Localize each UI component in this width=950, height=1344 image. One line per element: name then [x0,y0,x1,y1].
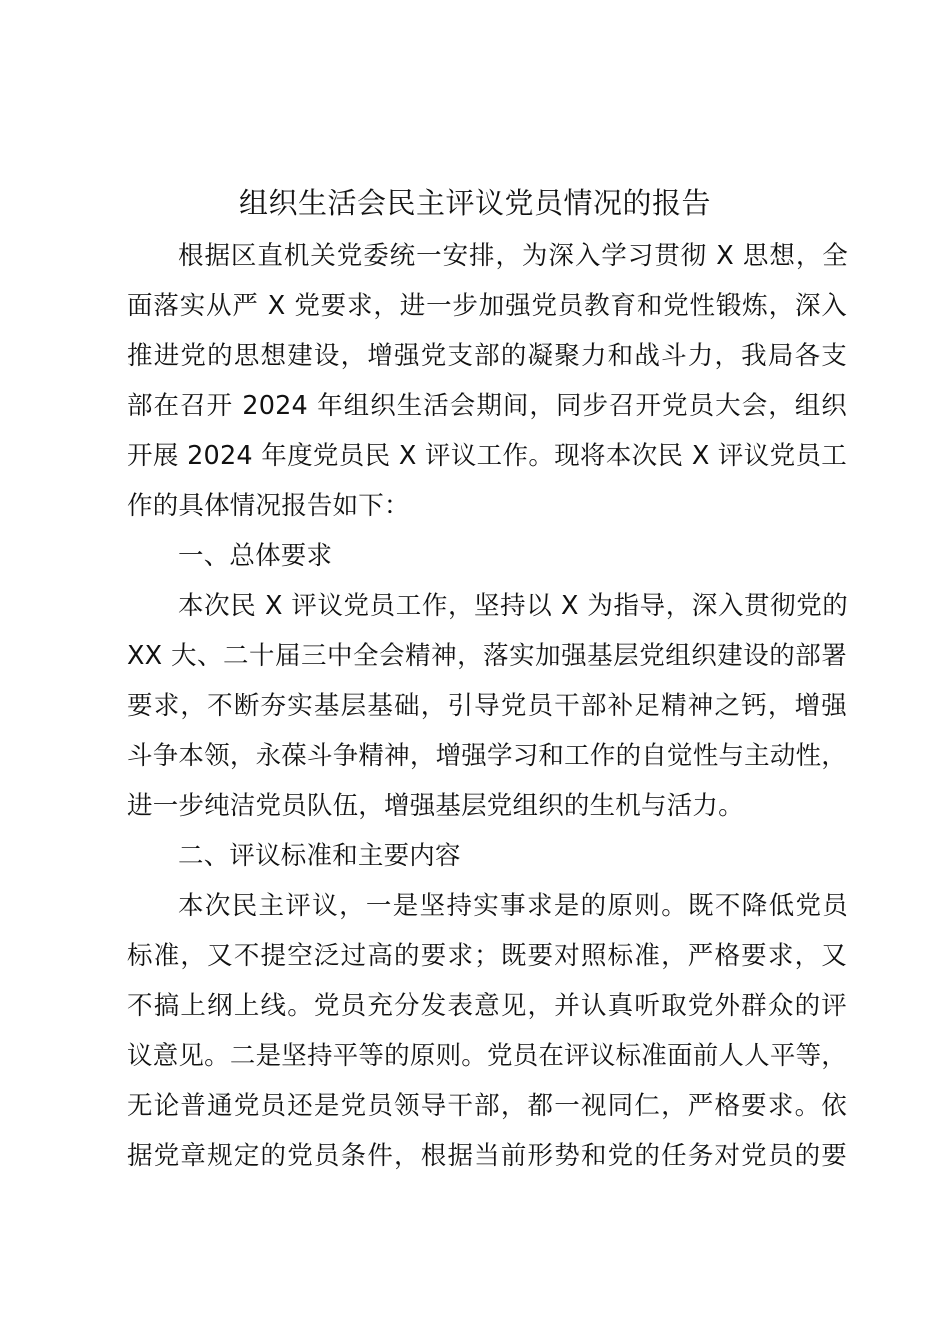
paragraph-line: 本次民 X 评议党员工作，坚持以 X 为指导，深入贯彻党的 [178,591,848,621]
document-title: 组织生活会民主评议党员情况的报告 [238,186,711,220]
paragraph-line: 不搞上纲上线。党员充分发表意见，并认真听取党外群众的评 [127,991,847,1021]
paragraph-line: 要求，不断夯实基层基础，引导党员干部补足精神之钙，增强 [127,691,847,721]
paragraph-line: 开展 2024 年度党员民 X 评议工作。现将本次民 X 评议党员工 [127,441,847,471]
paragraph-line: 据党章规定的党员条件，根据当前形势和党的任务对党员的要 [127,1141,847,1171]
paragraph-line: 面落实从严 X 党要求，进一步加强党员教育和党性锻炼，深入 [127,291,847,321]
paragraph-line: 部在召开 2024 年组织生活会期间，同步召开党员大会，组织 [127,391,847,421]
section-heading: 二、评议标准和主要内容 [178,841,461,871]
paragraph-line: 推进党的思想建设，增强党支部的凝聚力和战斗力，我局各支 [127,341,847,371]
paragraph-line: 根据区直机关党委统一安排，为深入学习贯彻 X 思想，全 [178,241,848,271]
paragraph-line: 进一步纯洁党员队伍，增强基层党组织的生机与活力。 [127,791,744,821]
section-heading: 一、总体要求 [178,541,333,571]
paragraph-line: XX 大、二十届三中全会精神，落实加强基层党组织建设的部署 [127,641,847,671]
paragraph-line: 本次民主评议，一是坚持实事求是的原则。既不降低党员 [178,891,848,921]
paragraph-line: 无论普通党员还是党员领导干部，都一视同仁，严格要求。依 [127,1091,847,1121]
paragraph-line: 斗争本领，永葆斗争精神，增强学习和工作的自觉性与主动性， [127,741,847,771]
paragraph-line: 议意见。二是坚持平等的原则。党员在评议标准面前人人平等， [127,1041,847,1071]
paragraph-line: 作的具体情况报告如下： [127,491,410,521]
paragraph-line: 标准，又不提空泛过高的要求；既要对照标准，严格要求，又 [127,941,847,971]
